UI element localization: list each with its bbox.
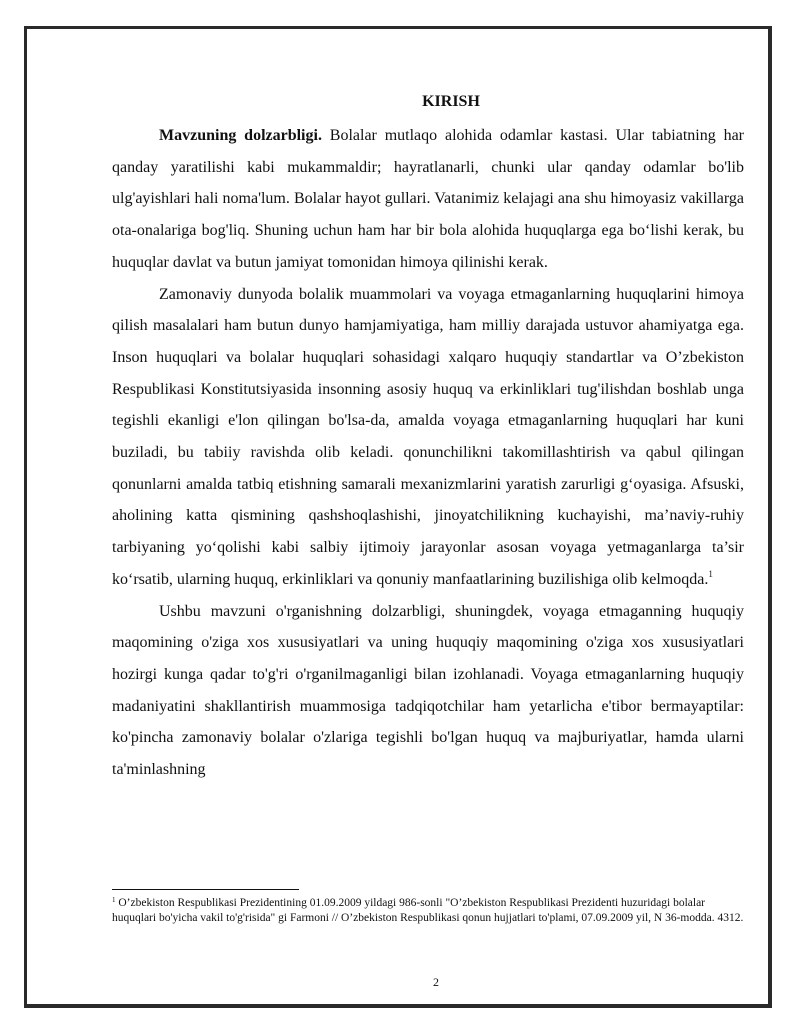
paragraph-relevance	[112, 120, 744, 279]
footnote-reference[interactable]: 1	[708, 568, 713, 579]
paragraph-text: Bolalar mutlaqo alohida odamlar kastasi. Ular tabiatning har qanday yaratilishi kabi mukammaldir; hayratlanarli, chunki ular qanday odamlar bo'lib ulg'ayishlari hali noma'lum. Bolalar hayot gullari. Vatanimiz kelajagi ana shu himoyasiz vakillarga ota-onalariga bog'liq. Shuning uchun ham har bir bola alohida huquqlarga ega bo‘lishi kerak, bu huquqlar davlat va butun jamiyat tomonidan himoya qilinishi kerak.	[112, 127, 745, 271]
paragraph-text: Ushbu mavzuni o'rganishning dolzarbligi, shuningdek, voyaga etmaganning huquqiy maqomining o'ziga xos xususiyatlari va uning huquqiy maqomining o'ziga xos xususiyatlari hozirgi kunga qadar to'g'ri o'rganilmaganligi bilan izohlanadi. Voyaga etmaganlarning huquqiy madaniyatini shakllantirish muammosiga tadqiqotchilar ham yetarlicha e'tibor bermayaptilar: ko'pincha zamonaviy bolalar o'zlariga tegishli bo'lgan huquq va majburiyatlar, hamda ularni ta'minlashning	[112, 602, 744, 779]
paragraph-text: Zamonaviy dunyoda bolalik muammolari va voyaga etmaganlarning huquqlarini himoya qilish masalalari ham butun dunyo hamjamiyatiga, ham milliy darajada ustuvor ahamiyatga ega. Inson huquqlari va bolalar huquqlari sohasidagi xalqaro huquqiy standartlar va O’zbekiston Respublikasi Konstitutsiyasida insonning asosiy huquq va erkinliklari tug'ilishdan boshlab unga tegishli ekanligi e'lon qilingan bo'lsa-da, amalda voyaga etmaganlarning huquqlari har kuni buziladi, bu tabiiy ravishda olib keladi. qonunchilikni takomillashtirish va qabul qilingan qonunlarni amalda tatbiq etishning samarali mexanizmlarini yaratish zarurligi g‘oyasiga. Afsuski, aholining katta qismining qashshoqlashishi, jinoyatchilikning kuchayishi, ma’naviy-ruhiy tarbiyaning yo‘qolishi kabi salbiy ijtimoiy jarayonlar asosan voyaga yetmaganlarga ta’sir ko‘rsatib, ularning huquq, erkinliklari va qonuniy manfaatlarining buzilishiga olib kelmoqda.	[112, 285, 744, 588]
footnote-marker: 1	[112, 896, 116, 904]
paragraph-modern-world	[112, 279, 744, 596]
paragraph-topic-study	[112, 596, 744, 786]
footnote	[112, 896, 744, 926]
body-text	[112, 120, 744, 786]
paragraph-lead: Mavzuning dolzarbligi.	[159, 127, 322, 144]
footnote-text: O’zbekiston Respublikasi Prezidentining 01.09.2009 yildagi 986-sonli "O’zbekiston Respublikasi Prezidenti huzuridagi bolalar huquqlari bo'yicha vakil to'g'risida" gi Farmoni // O’zbekiston Respublikasi qonun hujjatlari to'plami, 07.09.2009 yil, N 36-modda. 4312.	[112, 897, 744, 924]
section-heading-text: KIRISH	[422, 93, 480, 110]
footnote-separator	[112, 889, 299, 890]
section-heading	[51, 93, 800, 111]
page-number: 2	[433, 975, 439, 989]
